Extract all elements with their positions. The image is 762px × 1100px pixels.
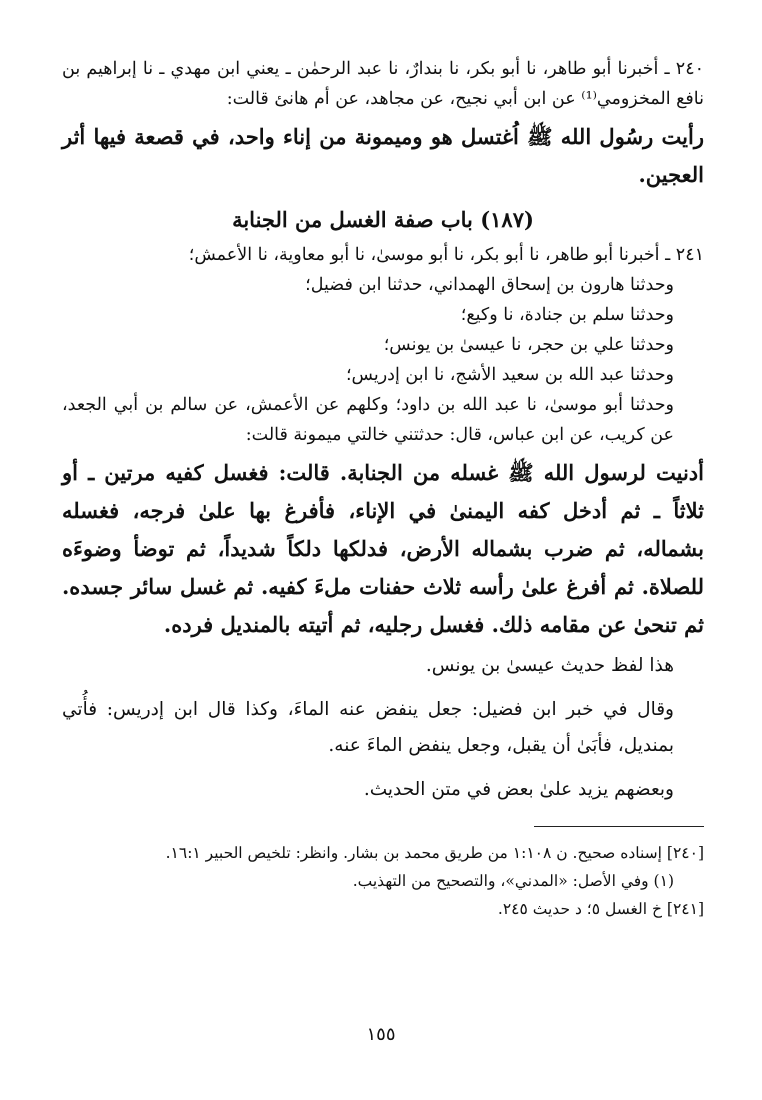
hadith-241-matn: أدنيت لرسول الله ﷺ غسله من الجنابة. قالت: فغسل كفيه مرتين ـ أو ثلاثاً ـ ثم أدخل كفه اليمنىٰ في الإناء، فأفرغ بها علىٰ فرجه، فغسله بشماله، ثم ضرب بشماله الأرض، فدلكها دلكاً شديداً، ثم توضأ وضوءَه للصلاة. ثم أفرغ علىٰ رأسه ثلاث حفنات ملءَ كفيه. ثم غسل سائر جسده. ثم تنحىٰ عن مقامه ذلك. فغسل رجليه، ثم أتيته بالمنديل فرده. [62,460,704,637]
page-body [62,54,704,923]
footnote-separator [62,826,704,827]
chapter-heading: (١٨٧) باب صفة الغسل من الجنابة [232,207,534,232]
hadith-240-matn: رأيت رسُول الله ﷺ اُغتسل هو وميمونة من إناء واحد، في قصعة فيها أثر العجين. [62,124,704,187]
hadith-241-note: وبعضهم يزيد علىٰ بعض في متن الحديث. [363,779,674,800]
footnote-rule [534,826,704,827]
hadith-241-isnad-line: وحدثنا سلم بن جنادة، نا وكيع؛ [460,305,674,325]
hadith-241-isnad-line: وحدثنا هارون بن إسحاق الهمداني، حدثنا ابن فضيل؛ [305,275,674,295]
hadith-241-isnad-line: وحدثنا أبو موسىٰ، نا عبد الله بن داود؛ وكلهم عن الأعمش، عن سالم بن أبي الجعد، عن كريب، عن ابن عباس، قال: حدثتني خالتي ميمونة قالت: [62,395,674,445]
hadith-241-isnad-line: وحدثنا عبد الله بن سعيد الأشج، نا ابن إدريس؛ [345,365,674,385]
hadith-241-note: وقال في خبر ابن فضيل: جعل ينفض عنه الماءَ، وكذا قال ابن إدريس: فأُتي بمنديل، فأبَىٰ أن يقبل، وجعل ينفض الماءَ عنه. [62,699,674,756]
hadith-241-isnad-line: ٢٤١ ـ أخبرنا أبو طاهر، نا أبو بكر، نا أبو موسىٰ، نا أبو معاوية، نا الأعمش؛ [188,245,704,265]
footnote: [٢٤٠] إسناده صحيح. ن ١:١٠٨ من طريق محمد بن بشار. وانظر: تلخيص الحبير ١٦:١. [165,844,704,862]
hadith-241-isnad-line: وحدثنا علي بن حجر، نا عيسىٰ بن يونس؛ [383,335,674,355]
footnote: [٢٤١] خ الغسل ٥؛ د حديث ٢٤٥. [497,900,704,918]
hadith-241-note: هذا لفظ حديث عيسىٰ بن يونس. [425,655,674,676]
footnote: (١) وفي الأصل: «المدني»، والتصحيح من التهذيب. [352,872,674,890]
page-number: ١٥٥ [366,1024,396,1045]
hadith-240-isnad: ٢٤٠ ـ أخبرنا أبو طاهر، نا أبو بكر، نا بندارٌ، نا عبد الرحمٰن ـ يعني ابن مهدي ـ نا إبراهيم بن نافع المخزومي⁽¹⁾ عن ابن أبي نجيح، عن مجاهد، عن أم هانئ قالت: [62,59,704,109]
